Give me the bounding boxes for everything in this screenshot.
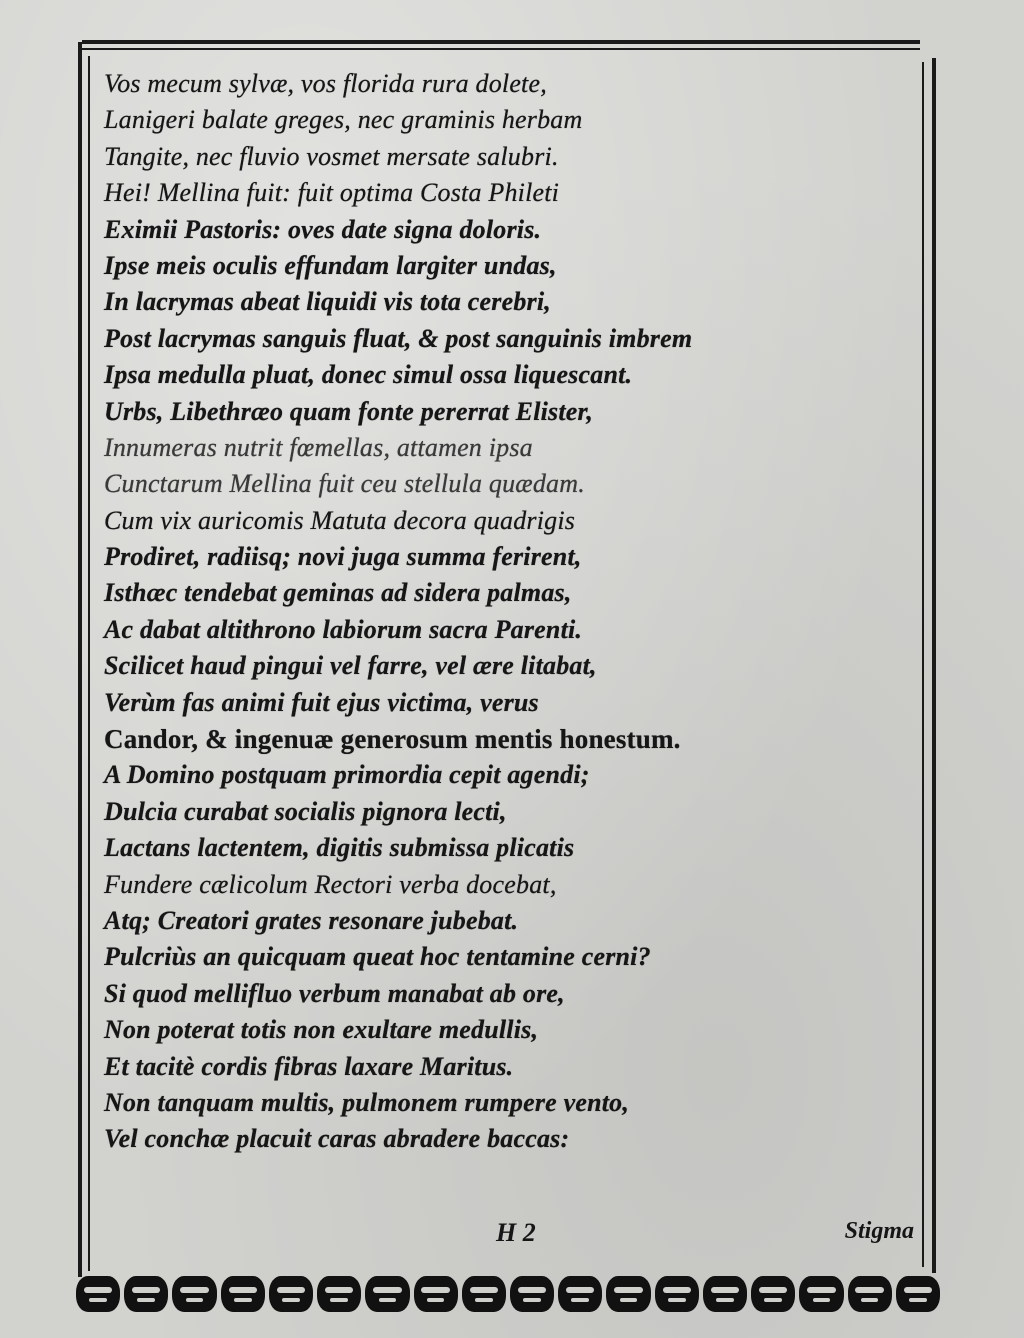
left-rule [78,42,82,1277]
poem-line: A Domino postquam primordia cepit agendi; [104,760,590,790]
ornament-piece [124,1276,168,1312]
poem-line: Prodiret, radiisq; novi juga summa ferirent, [104,542,582,572]
ornament-piece [269,1276,313,1312]
ornament-piece [799,1276,843,1312]
poem-line: Non poterat totis non exultare medullis, [104,1015,539,1045]
right-rule-inner [922,62,924,1267]
signature-mark: H 2 [496,1218,536,1247]
ornament-piece [172,1276,216,1312]
poem-line: Eximii Pastoris: oves date signa doloris. [104,214,542,244]
ornamental-border [76,1276,940,1312]
poem-line: Pulcriùs an quicquam queat hoc tentamine cerni? [104,942,651,972]
poem-line: Isthæc tendebat geminas ad sidera palmas, [104,578,572,608]
ornament-piece [751,1276,795,1312]
poem-line: Innumeras nutrit fœmellas, attamen ipsa [104,432,533,462]
ornament-piece [655,1276,699,1312]
poem-line: Tangite, nec fluvio vosmet mersate salubri. [104,141,559,171]
poem-line: Hei! Mellina fuit: fuit optima Costa Phileti [104,178,560,208]
poem-line: Dulcia curabat socialis pignora lecti, [104,796,507,826]
poem-text [104,66,914,1158]
poem-line: Urbs, Libethræo quam fonte pererrat Elister, [104,396,594,426]
left-rule-inner [88,56,90,1271]
poem-line: Verùm fas animi fuit ejus victima, verus [104,687,539,717]
ornament-piece [462,1276,506,1312]
ornament-piece [414,1276,458,1312]
catchword: Stigma [844,1218,914,1244]
ornament-piece [703,1276,747,1312]
ornament-piece [221,1276,265,1312]
poem-line: Ipsa medulla pluat, donec simul ossa liquescant. [104,360,633,390]
poem-line: Lanigeri balate greges, nec graminis herbam [104,105,583,135]
poem-line: Ac dabat altithrono labiorum sacra Parenti. [104,614,583,644]
poem-line: Et tacitè cordis fibras laxare Maritus. [104,1051,514,1081]
poem-line: Vel conchæ placuit caras abradere baccas: [104,1124,570,1154]
page-footer [104,1218,914,1254]
poem-line: Vos mecum sylvæ, vos florida rura dolete, [104,69,547,98]
poem-line: Post lacrymas sanguis fluat, & post sanguinis imbrem [104,323,693,353]
ornament-piece [558,1276,602,1312]
poem-line: Cum vix auricomis Matuta decora quadrigis [104,505,576,535]
ornament-piece [317,1276,361,1312]
ornament-piece [606,1276,650,1312]
poem-line: Atq; Creatori grates resonare jubebat. [104,905,519,935]
top-rule [82,40,920,44]
ornament-piece [896,1276,940,1312]
ornament-piece [510,1276,554,1312]
poem-line: Ipse meis oculis effundam largiter undas, [104,250,557,280]
ornament-piece [848,1276,892,1312]
poem-line: Lactans lactentem, digitis submissa plicatis [104,833,575,863]
poem-line: Candor, & ingenuæ generosum mentis honestum. [104,724,681,755]
poem-line: Scilicet haud pingui vel farre, vel ære litabat, [104,651,597,681]
poem-line: In lacrymas abeat liquidi vis tota cerebri, [104,287,551,317]
poem-line: Non tanquam multis, pulmonem rumpere vento, [104,1087,630,1117]
poem-line: Cunctarum Mellina fuit ceu stellula quædam. [104,469,585,499]
poem-line: Si quod mellifluo verbum manabat ab ore, [104,978,565,1008]
right-rule [932,58,936,1273]
top-rule-inner [82,48,920,50]
ornament-piece [365,1276,409,1312]
poem-line: Fundere cælicolum Rectori verba docebat, [104,869,557,899]
ornament-piece [76,1276,120,1312]
